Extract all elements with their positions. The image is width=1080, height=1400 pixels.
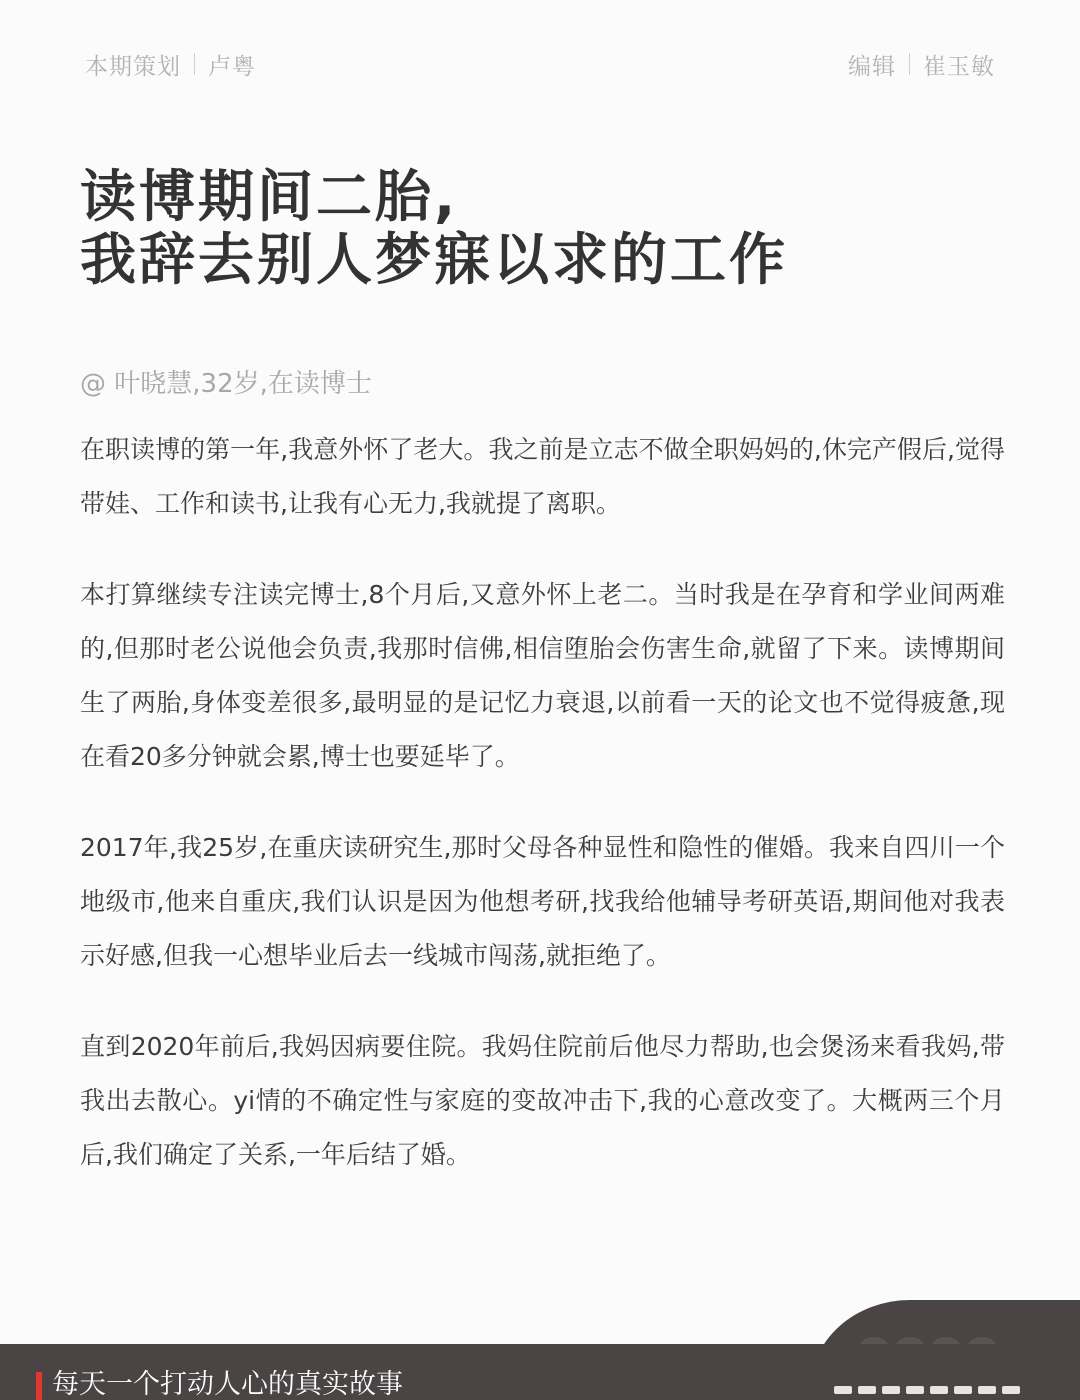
brand-mark-glyph xyxy=(954,1386,972,1394)
article-body xyxy=(80,423,1005,1219)
brand-mark-glyph xyxy=(906,1386,924,1394)
editor-credit xyxy=(848,48,995,81)
brand-mark-glyph xyxy=(978,1386,996,1394)
brand-mark-glyph xyxy=(858,1386,876,1394)
paragraph-4: 直到2020年前后,我妈因病要住院。我妈住院前后他尽力帮助,也会煲汤来看我妈,带我出去散心。yi情的不确定性与家庭的变故冲击下,我的心意改变了。大概两三个月后,我们确定了关系,一年后结了婚。 xyxy=(80,1032,1005,1169)
article-title xyxy=(80,165,1020,293)
title-line-1: 读博期间二胎, xyxy=(80,165,459,230)
planner-credit xyxy=(85,48,256,81)
editor-divider xyxy=(909,53,910,75)
author-byline: @ 叶晓慧,32岁,在读博士 xyxy=(80,369,372,399)
title-line-2: 我辞去别人梦寐以求的工作 xyxy=(80,228,788,293)
planner-label: 本期策划 xyxy=(85,53,181,80)
planner-name: 卢粤 xyxy=(208,53,256,80)
article-header xyxy=(85,44,995,84)
editor-label: 编辑 xyxy=(848,53,896,80)
footer-slogan xyxy=(36,1364,403,1400)
editor-name: 崔玉敏 xyxy=(923,53,995,80)
footer-brand-mark xyxy=(834,1370,1020,1394)
brand-mark-glyph xyxy=(1002,1386,1020,1394)
accent-bar-icon xyxy=(36,1372,42,1400)
paragraph-2: 本打算继续专注读完博士,8个月后,又意外怀上老二。当时我是在孕育和学业间两难的,但那时老公说他会负责,我那时信佛,相信堕胎会伤害生命,就留了下来。读博期间生了两胎,身体变差很多,最明显的是记忆力衰退,以前看一天的论文也不觉得疲惫,现在看20多分钟就会累,博士也要延毕了。 xyxy=(80,580,1005,771)
brand-mark-glyph xyxy=(930,1386,948,1394)
paragraph-1: 在职读博的第一年,我意外怀了老大。我之前是立志不做全职妈妈的,休完产假后,觉得带娃、工作和读书,让我有心无力,我就提了离职。 xyxy=(80,435,1005,518)
slogan-text: 每天一个打动人心的真实故事 xyxy=(52,1369,403,1400)
paragraph-3: 2017年,我25岁,在重庆读研究生,那时父母各种显性和隐性的催婚。我来自四川一个地级市,他来自重庆,我们认识是因为他想考研,找我给他辅导考研英语,期间他对我表示好感,但我一心想毕业后去一线城市闯荡,就拒绝了。 xyxy=(80,833,1005,970)
brand-mark-glyph xyxy=(834,1386,852,1394)
brand-mark-glyph xyxy=(882,1386,900,1394)
planner-divider xyxy=(194,53,195,75)
